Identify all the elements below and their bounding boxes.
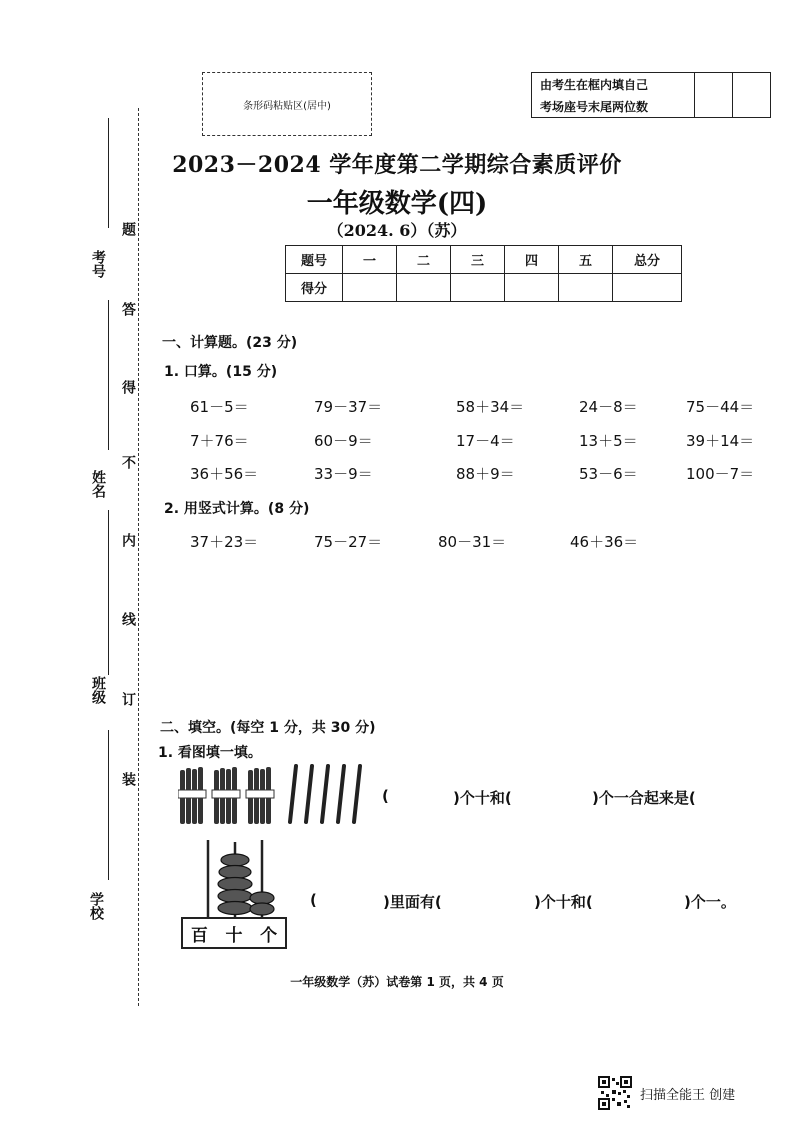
vertical-item: 37＋23＝ [190, 533, 259, 551]
scanner-watermark [598, 1076, 735, 1110]
blank-ones-count[interactable] [528, 785, 588, 807]
vertical-item: 75－27＝ [314, 533, 383, 551]
seat-number-box [531, 72, 771, 118]
barcode-paste-area [202, 72, 372, 136]
score-cell[interactable] [559, 274, 613, 302]
score-cell[interactable] [343, 274, 397, 302]
exam-subtitle: 一年级数学(四) [306, 189, 488, 219]
score-header-cell: 四 [505, 246, 559, 274]
seat-instruction-line2: 考场座号末尾两位数 [540, 99, 649, 114]
exam-no-fill-line[interactable] [108, 118, 109, 228]
seal-char: 内 [120, 533, 136, 547]
oral-item: 36＋56＝ [190, 465, 259, 483]
section2-q1-label: 1. 看图填一填。 [158, 745, 262, 761]
fill-line-2-part1: ( [310, 891, 317, 909]
school-fill-line[interactable] [108, 730, 109, 880]
seal-char: 线 [120, 612, 136, 626]
abacus-place-labels [182, 918, 286, 948]
oral-item: 75－44＝ [686, 398, 755, 416]
barcode-label: 条形码粘贴区(居中) [243, 100, 331, 112]
oral-item: 79－37＝ [314, 398, 383, 416]
score-table [285, 245, 682, 302]
blank-number[interactable] [320, 889, 380, 911]
abacus-label-ones: 个 [260, 925, 278, 946]
fill-line-1-part1: ( [382, 787, 389, 805]
score-header-cell: 三 [451, 246, 505, 274]
oral-item: 7＋76＝ [190, 432, 249, 450]
vertical-item: 46＋36＝ [570, 533, 639, 551]
oral-item: 53－6＝ [579, 465, 638, 483]
score-header-cell: 一 [343, 246, 397, 274]
seat-instruction-line1: 由考生在框内填自己 [540, 77, 649, 92]
seat-digit-cell-2[interactable] [733, 73, 770, 117]
ones-beads [250, 892, 274, 915]
blank-ones[interactable] [618, 889, 680, 911]
score-header-cell: 总分 [613, 246, 682, 274]
fill-line-2-part3: )个十和( [534, 893, 593, 911]
score-cell[interactable] [505, 274, 559, 302]
score-header-cell: 题号 [286, 246, 343, 274]
exam-no-label: 考号 [90, 250, 106, 278]
seal-char: 题 [120, 222, 136, 236]
score-cell[interactable] [451, 274, 505, 302]
oral-item: 58＋34＝ [456, 398, 525, 416]
oral-item: 61－5＝ [190, 398, 249, 416]
binding-dashed-line [138, 108, 139, 1006]
score-header-cell: 五 [559, 246, 613, 274]
vertical-item: 80－31＝ [438, 533, 507, 551]
section1-q1-label: 1. 口算。(15 分) [164, 364, 278, 380]
score-cell[interactable] [613, 274, 682, 302]
fill-line-2-part2: )里面有( [383, 893, 442, 911]
oral-item: 13＋5＝ [579, 432, 638, 450]
seal-char: 不 [120, 455, 136, 469]
section2-heading: 二、填空。(每空 1 分，共 30 分) [160, 720, 376, 736]
seal-char: 订 [120, 692, 136, 706]
single-sticks [290, 766, 360, 822]
ten-stick-bundle [178, 767, 206, 824]
oral-item: 39＋14＝ [686, 432, 755, 450]
oral-item: 100－7＝ [686, 465, 755, 483]
score-header-cell: 二 [397, 246, 451, 274]
name-label: 姓名 [90, 470, 106, 498]
oral-item: 33－9＝ [314, 465, 373, 483]
seal-char: 装 [120, 772, 136, 786]
section1-q2-label: 2. 用竖式计算。(8 分) [164, 501, 310, 517]
abacus-label-hundreds: 百 [190, 925, 208, 946]
scanner-watermark-text: 扫描全能王 创建 [640, 1087, 736, 1103]
exam-title: 2023－2024 学年度第二学期综合素质评价 [172, 152, 622, 178]
tens-beads [218, 854, 252, 915]
score-cell[interactable] [397, 274, 451, 302]
page-footer: 一年级数学（苏）试卷第 1 页，共 4 页 [290, 975, 504, 989]
ten-stick-bundle [212, 767, 240, 824]
school-label: 学校 [88, 892, 104, 920]
fill-line-1-part3: )个一合起来是( [592, 789, 696, 807]
class-fill-line[interactable] [108, 510, 109, 675]
section1-heading: 一、计算题。(23 分) [162, 335, 298, 351]
score-table-header-row [286, 246, 682, 274]
seat-digit-cell-1[interactable] [695, 73, 733, 117]
oral-item: 17－4＝ [456, 432, 515, 450]
oral-item: 60－9＝ [314, 432, 373, 450]
name-fill-line[interactable] [108, 300, 109, 450]
abacus-label-tens: 十 [225, 925, 243, 946]
exam-date: （2024. 6）（苏） [327, 221, 467, 240]
counting-sticks-illustration [178, 764, 370, 826]
seat-instructions [532, 73, 695, 117]
fill-line-1-part2: )个十和( [453, 789, 512, 807]
oral-item: 24－8＝ [579, 398, 638, 416]
qr-code-icon [598, 1076, 632, 1110]
class-label: 班级 [90, 676, 106, 704]
blank-tens[interactable] [476, 889, 532, 911]
fill-line-2-part4: )个一。 [684, 893, 736, 911]
ten-stick-bundle [246, 767, 274, 824]
score-row-label: 得分 [286, 274, 343, 302]
oral-item: 88＋9＝ [456, 465, 515, 483]
blank-tens-count[interactable] [392, 785, 452, 807]
score-table-score-row [286, 274, 682, 302]
seal-char: 得 [120, 380, 136, 394]
seal-char: 答 [120, 302, 136, 316]
